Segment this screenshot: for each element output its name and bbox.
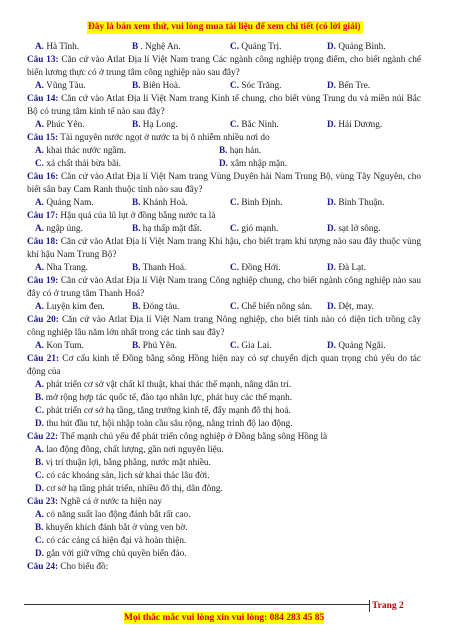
answer-option [230, 80, 281, 93]
answer-option [27, 483, 421, 496]
answer-option [219, 145, 261, 158]
answer-option [27, 392, 421, 405]
question [27, 210, 421, 223]
option-text: Quảng Ngãi. [338, 341, 386, 351]
answer-option [27, 548, 421, 561]
question-number: Câu 13: [27, 55, 59, 65]
answer-option [132, 340, 177, 353]
options-row [27, 301, 421, 314]
answer-option [327, 197, 384, 210]
answer-option [27, 509, 421, 522]
option-text: Đà Lạt. [338, 263, 367, 273]
option-label: D. [327, 341, 336, 351]
answer-option [132, 262, 186, 275]
answer-option [27, 379, 421, 392]
question [27, 236, 421, 262]
contact-footer: Mọi thắc mắc vui lòng xin vui lòng: 084 283 45 85 [124, 613, 325, 623]
option-label: D. [35, 484, 44, 494]
answer-option [230, 262, 281, 275]
question-number: Câu 21: [27, 354, 60, 364]
answer-option [35, 262, 88, 275]
options-row [27, 340, 421, 353]
answer-option [27, 522, 421, 535]
option-text: vị trí thuận lợi, bằng phẳng, nước mặt nhiều. [45, 458, 211, 468]
option-label: D. [327, 224, 336, 234]
answer-option [230, 223, 278, 236]
option-label: B [132, 42, 139, 52]
option-label: D. [35, 549, 44, 559]
answer-option [132, 80, 180, 93]
option-text: Hà Tĩnh. [46, 42, 80, 52]
option-label: A. [35, 302, 44, 312]
option-text: Vũng Tàu. [46, 81, 86, 91]
option-label: A. [35, 341, 44, 351]
option-label: A. [35, 146, 44, 156]
option-text: hạ thấp mặt đất. [142, 224, 202, 234]
option-label: C. [230, 42, 239, 52]
option-label: B. [35, 523, 44, 533]
option-label: C. [35, 536, 44, 546]
question-number: Câu 24: [27, 562, 59, 572]
question [27, 561, 421, 574]
options-row [27, 223, 421, 236]
question-number: Câu 22: [27, 432, 59, 442]
question [27, 353, 421, 379]
option-label: D. [327, 42, 336, 52]
option-text: Phú Yên. [142, 341, 177, 351]
option-text: Chế biến nông sản. [241, 302, 313, 312]
answer-option [132, 119, 178, 132]
option-text: phát triển cơ sở hạ tầng, tăng trưởng kinh tế, đẩy mạnh đô thị hoá. [46, 406, 291, 416]
option-label: C. [230, 198, 239, 208]
option-label: C. [230, 81, 239, 91]
option-label: A. [35, 42, 44, 52]
option-label: B. [132, 263, 141, 273]
answer-option [327, 119, 382, 132]
question-number: Câu 23: [27, 497, 59, 507]
options-row [27, 80, 421, 93]
question-text: Căn cứ vào Atlat Địa lí Việt Nam trang Khí hậu, cho biết trạm khí tượng nào sau đây thuộc vùng khí hậu Nam Trung Bộ? [27, 237, 422, 260]
option-text: Quảng Bình. [338, 42, 386, 52]
question-text: Căn cứ vào Atlat Địa lí Việt Nam trang Công nghiệp chung, cho biết ngành công nghiệp nào sau đây có ở trung tâm Thanh Hoá? [27, 276, 422, 299]
option-text: Phúc Yên. [46, 120, 85, 130]
option-text: lao động đông, chất lượng, gần nơi nguyên liệu. [46, 445, 224, 455]
option-text: thu hút đầu tư, hội nhập toàn cầu sâu rộng, nâng trình độ lao động. [46, 419, 293, 429]
answer-option [35, 340, 84, 353]
answer-option [327, 80, 370, 93]
option-label: D. [35, 419, 44, 429]
question [27, 314, 421, 340]
option-label: B. [132, 302, 141, 312]
question [27, 275, 421, 301]
question-number: Câu 14: [27, 94, 59, 104]
answer-option [35, 41, 79, 54]
option-text: gắn với giữ vững chủ quyền biển đảo. [46, 549, 187, 559]
option-label: D. [327, 198, 336, 208]
option-text: có các cảng cá hiện đại và hoàn thiện. [46, 536, 187, 546]
option-text: Bình Thuận. [338, 198, 385, 208]
option-text: Luyện kim đen. [46, 302, 105, 312]
answer-option [230, 119, 279, 132]
option-label: D. [327, 120, 336, 130]
answer-option [230, 340, 272, 353]
options-row [27, 145, 421, 158]
option-label: A. [35, 445, 44, 455]
option-label: A. [35, 81, 44, 91]
option-label: D. [219, 159, 228, 169]
option-label: B. [132, 224, 141, 234]
option-text: Thanh Hoá. [142, 263, 187, 273]
answer-option [327, 340, 386, 353]
option-text: xâm nhập mặn. [230, 159, 288, 169]
option-text: Đóng tàu. [142, 302, 180, 312]
question [27, 93, 421, 119]
answer-option [132, 197, 188, 210]
option-text: Bắc Ninh. [241, 120, 279, 130]
footer-divider [24, 604, 369, 605]
answer-option [27, 418, 421, 431]
option-label: D. [327, 263, 336, 273]
option-label: C. [35, 159, 44, 169]
answer-option [27, 405, 421, 418]
option-label: B. [132, 120, 141, 130]
question [27, 431, 421, 444]
option-text: có năng suất lao động đánh bắt rất cao. [46, 510, 191, 520]
answer-option [35, 145, 126, 158]
options-row [27, 262, 421, 275]
option-text: phát triển cơ sở vật chất kĩ thuật, khai thác thế mạnh, nâng dân trí. [46, 380, 292, 390]
option-text: Quảng Nam. [46, 198, 94, 208]
answer-option [35, 223, 83, 236]
preview-banner: Đây là bản xem thử, vui lòng mua tài liệu để xem chi tiết (có lời giải) [87, 21, 363, 34]
exam-content [27, 41, 421, 574]
option-text: có các khoáng sản, lịch sử khai thác lâu đời. [46, 471, 210, 481]
option-label: C. [35, 471, 44, 481]
question-text: Hậu quả của lũ lụt ở đồng bằng nước ta là [60, 211, 216, 221]
option-label: B. [35, 393, 44, 403]
option-text: Bình Định. [241, 198, 283, 208]
question [27, 496, 421, 509]
option-text: cơ sở hạ tầng phát triển, nhiều đô thị, dân đông. [46, 484, 223, 494]
question-text: Thế mạnh chủ yếu để phát triển công nghiệp ở Đồng bằng sông Hồng là [60, 432, 328, 442]
question-number: Câu 15: [27, 133, 59, 143]
option-text: . Nghệ An. [140, 42, 181, 52]
option-text: Đồng Hới. [241, 263, 281, 273]
question-text: Cho biểu đồ: [60, 562, 109, 572]
option-label: C. [230, 341, 239, 351]
question [27, 171, 421, 197]
question [27, 54, 421, 80]
option-label: C. [35, 406, 44, 416]
answer-option [27, 457, 421, 470]
option-text: khuyến khích đánh bắt ở vùng ven bờ. [45, 523, 188, 533]
option-text: Quảng Trị. [241, 42, 282, 52]
option-label: A. [35, 263, 44, 273]
answer-option [132, 301, 179, 314]
answer-option [327, 41, 386, 54]
option-text: khai thác nước ngầm. [46, 146, 127, 156]
question-text: Tài nguyên nước ngọt ở nước ta bị ô nhiễm nhiều nơi do [60, 133, 270, 143]
option-label: B. [132, 198, 141, 208]
option-text: gió mạnh. [241, 224, 279, 234]
options-row [27, 41, 421, 54]
option-text: Gia Lai. [241, 341, 272, 351]
option-label: A. [35, 198, 44, 208]
option-text: ngập úng. [46, 224, 83, 234]
question-number: Câu 17: [27, 211, 59, 221]
option-text: Hải Dương. [338, 120, 383, 130]
answer-option [327, 223, 380, 236]
option-text: Dệt, may. [338, 302, 374, 312]
answer-option [132, 41, 181, 54]
option-label: A. [35, 510, 44, 520]
option-text: Nha Trang. [46, 263, 88, 273]
answer-option [27, 444, 421, 457]
option-text: Biên Hoà. [142, 81, 181, 91]
answer-option [35, 80, 86, 93]
option-text: sạt lở sông. [338, 224, 381, 234]
option-text: Bến Tre. [338, 81, 371, 91]
question-text: Cơ cấu kinh tế Đồng bằng sông Hồng hiện nay có sự chuyển dịch quan trọng chủ yếu do tác động của [27, 354, 422, 377]
question-text: Căn cứ vào Atlat Địa lí Việt Nam trang Kinh tế chung, cho biết vùng Trung du và miền núi Bắc Bộ có trung tâm kinh tế nào sau đây? [27, 94, 422, 117]
answer-option [35, 119, 85, 132]
options-row [27, 119, 421, 132]
option-label: B. [219, 146, 228, 156]
question-number: Câu 16: [27, 172, 59, 182]
question-text: Nghề cá ở nước ta hiện nay [60, 497, 163, 507]
answer-option [327, 262, 366, 275]
question-text: Căn cứ vào Atlat Địa lí Việt Nam trang Vùng Duyên hải Nam Trung Bộ, vùng Tây Nguyên, cho biết sân bay Cam Ranh thuộc tỉnh nào sau đây? [27, 172, 422, 195]
option-text: Hạ Long. [142, 120, 178, 130]
option-text: mở rộng hợp tác quốc tế, đào tạo nhân lực, phát huy các thế mạnh. [45, 393, 293, 403]
answer-option [27, 535, 421, 548]
answer-option [27, 470, 421, 483]
answer-option [230, 41, 281, 54]
answer-option [132, 223, 202, 236]
question-text: Căn cứ vào Atlat Địa lí Việt Nam trang Các ngành công nghiệp trọng điểm, cho biết ngành chế biến lương thực có ở trung tâm công nghiệp nào sau đây? [27, 55, 422, 78]
question-text: Căn cứ vào Atlat Địa lí Việt Nam trang Nông nghiệp, cho biết tỉnh nào có diện tích trồng cây công nghiệp lâu năm lớn nhất trong các tỉnh sau đây? [27, 315, 421, 338]
option-label: C. [230, 302, 239, 312]
option-label: C. [230, 224, 239, 234]
option-label: C. [230, 120, 239, 130]
option-text: Sóc Trăng. [241, 81, 282, 91]
answer-option [230, 301, 312, 314]
options-row [27, 197, 421, 210]
option-label: A. [35, 120, 44, 130]
option-label: A. [35, 224, 44, 234]
question-number: Câu 18: [27, 237, 59, 247]
option-label: B. [132, 81, 141, 91]
answer-option [327, 301, 374, 314]
option-label: A. [35, 380, 44, 390]
question-number: Câu 19: [27, 276, 59, 286]
options-row [27, 158, 421, 171]
answer-option [219, 158, 287, 171]
option-label: D. [327, 81, 336, 91]
answer-option [35, 197, 94, 210]
page-number: Trang 2 [372, 601, 404, 611]
question-number: Câu 20: [27, 315, 59, 325]
answer-option [35, 301, 105, 314]
option-text: Kon Tum. [46, 341, 84, 351]
option-text: hạn hán. [229, 146, 262, 156]
answer-option [230, 197, 282, 210]
option-label: B. [132, 341, 141, 351]
option-text: xả chất thải bừa bãi. [46, 159, 121, 169]
answer-option [35, 158, 121, 171]
option-label: B. [35, 458, 44, 468]
question [27, 132, 421, 145]
option-text: Khánh Hoà. [142, 198, 188, 208]
option-label: D. [327, 302, 336, 312]
option-label: C. [230, 263, 239, 273]
